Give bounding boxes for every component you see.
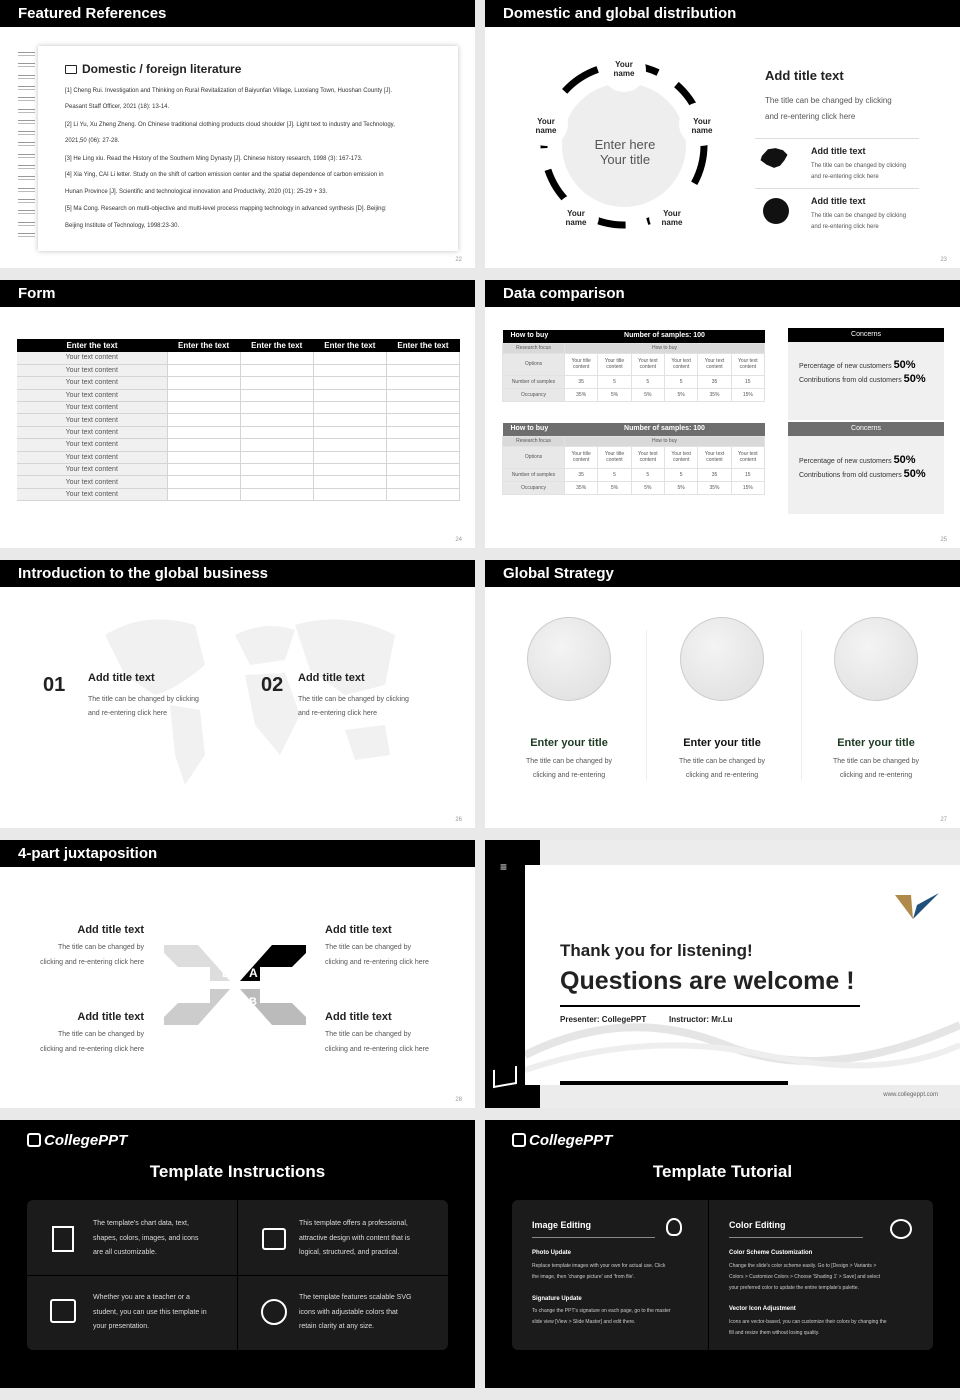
table-cell[interactable] [167,426,240,438]
slide-global-business[interactable] [0,560,475,828]
table-header: Enter the text [17,339,167,352]
reference-line: [4] Xia Ying, CAI Li letter. Study on the shift of carbon emission center and the spatial dependence of carbon emission in [65,172,384,178]
document-icon [52,1226,74,1252]
china-map-icon [759,147,789,169]
page-number: 26 [455,817,462,823]
table-cell[interactable] [240,451,313,463]
table-cell[interactable] [386,364,459,376]
table-cell[interactable] [167,364,240,376]
reference-line: [2] Li Yu, Xu Zheng Zheng. On Chinese traditional clothing products cloud shoulder [J]. Light text to industry and Technology, [65,122,395,128]
slide-heading: Template Instructions [149,1162,326,1181]
spiral-ring [18,97,35,101]
cycle-node: Your name [565,209,587,227]
form-table [17,339,460,501]
references-heading: Domestic / foreign literature [65,62,241,76]
table-cell[interactable] [313,352,386,364]
slide-title: Data comparison [485,280,960,307]
table-cell[interactable]: Your text content [17,451,167,463]
reference-line: Beijing Institute of Technology, 1998:23-30. [65,223,180,229]
table-cell[interactable] [167,389,240,401]
table-row [17,364,460,376]
logo: CollegePPT [27,1132,127,1149]
presenter: Presenter: CollegePPT [560,1015,647,1024]
comparison-table: How to buy Number of samples: 100 Research focus How to buy Options Your title content Your title content Your text content Your text content Your text content Your text content Number of samples 35 5 5 5 35 15 Occupancy 35% 5% 5% 5% 35% 15% [502,423,765,495]
table-cell[interactable]: Your text content [17,364,167,376]
slide-title: Introduction to the global business [0,560,475,587]
table-cell[interactable] [167,464,240,476]
item-title: Add title text [88,672,155,684]
page-number: 23 [940,257,947,263]
page-number: 24 [455,537,462,543]
table-cell[interactable]: Your text content [17,402,167,414]
tip-text: Icons are vector-based, you can customize their colors by changing the fill and resize them without losing quality. [729,1319,887,1336]
reference-line: [1] Cheng Rui. Investigation and Thinking on Rural Revitalization of Baiyunfan Village, Luoxiang Town, Huoshan County [J]. [65,88,392,94]
quadrant-item: Add title text The title can be changed by clicking and re-entering click here [40,924,144,966]
reference-line: Peasant Staff Officer, 2021 (18): 13-14. [65,104,170,110]
table-cell[interactable]: Your text content [17,439,167,451]
item-title: Add title text [811,196,866,206]
spiral-ring [18,199,35,203]
item-desc: The title can be changed by clicking and re-entering click here [811,213,907,230]
tip-text: Replace template images with your own for actual use. Click the image, then 'change picture' and 'from file'. [532,1263,666,1280]
spiral-ring [18,222,35,226]
book-icon [65,65,77,74]
table-cell[interactable] [386,451,459,463]
brand-logo [893,891,941,921]
title-card [525,865,960,1085]
add-title: Add title text [765,68,844,83]
slide-title: 4-part juxtaposition [0,840,475,867]
table-row [17,451,460,463]
table-cell[interactable] [240,426,313,438]
tip-title: Vector Icon Adjustment [729,1306,796,1312]
cycle-node: Your name [691,117,713,135]
table-cell[interactable] [240,389,313,401]
table-row [17,476,460,488]
table-cell[interactable] [240,364,313,376]
teacher-icon [50,1299,76,1323]
strategy-desc: The title can be changed by clicking and re-entering [525,758,612,779]
spiral-ring [18,142,35,146]
concern-line: Percentage of new customers 50% [799,359,916,371]
svg-text:C: C [220,996,228,1008]
table-cell[interactable] [313,488,386,500]
cycle-node: Your name [613,60,635,78]
table-cell[interactable] [167,476,240,488]
slide-title: Global Strategy [485,560,960,587]
instructor: Instructor: Mr.Lu [669,1015,733,1024]
table-cell[interactable] [240,464,313,476]
table-header: Enter the text [240,339,313,352]
cycle-center-text: Enter here Your title [594,137,656,167]
svg-text:D: D [222,968,230,980]
table-cell[interactable] [167,352,240,364]
table-cell[interactable]: Your text content [17,352,167,364]
table-cell[interactable] [240,352,313,364]
strategy-title: Enter your title [837,737,915,749]
reference-line: Hunan Province [J]. Scientific and technological innovation and Productivity, 2020 (01): 25-29 + 33. [65,189,328,195]
tip-title: Color Scheme Customization [729,1250,813,1256]
instruction-text: The template features scalable SVG icons with adjustable colors that retain clarity at any size. [299,1294,412,1330]
page-number: 27 [940,817,947,823]
globe-graphic [680,617,764,701]
table-cell[interactable] [386,414,459,426]
section-title: Color Editing [729,1220,786,1230]
table-cell[interactable] [386,352,459,364]
item-desc: The title can be changed by clicking and re-entering click here [298,696,409,717]
site-url[interactable]: www.collegeppt.com [883,1092,938,1098]
table-cell[interactable]: Your text content [17,389,167,401]
tip-text: Change the slide's color scheme easily. Go to [Design > Variants > Colors > Customize Colors > Choose 'Shading 1' > Save] and select your preferred color to update the entire template's palette. [729,1263,881,1291]
concerns-card [788,328,944,420]
table-cell[interactable]: Your text content [17,414,167,426]
strategy-title: Enter your title [683,737,761,749]
lightbulb-icon [666,1218,682,1236]
globe-icon [763,198,789,224]
table-row [17,426,460,438]
slide-title: Domestic and global distribution [485,0,960,27]
slide-thank-you[interactable] [485,840,960,1108]
concerns-header: Concerns [788,422,944,436]
table-row [17,464,460,476]
table-cell[interactable] [167,414,240,426]
table-cell[interactable] [386,389,459,401]
spiral-ring [18,86,35,90]
table-cell[interactable] [313,426,386,438]
item-title: Add title text [811,146,866,156]
logo-mark-icon [512,1133,526,1147]
tip-title: Signature Update [532,1296,582,1302]
table-cell[interactable]: Your text content [17,464,167,476]
strategy-desc: The title can be changed by clicking and re-entering [832,758,919,779]
svg-text:B: B [249,996,257,1008]
table-cell[interactable] [167,439,240,451]
table-cell[interactable] [313,377,386,389]
instruction-text: This template offers a professional, attractive design with content that is logical, structured, and practical. [299,1220,410,1256]
questions-text: Questions are welcome ! [560,967,855,995]
strategy-desc: The title can be changed by clicking and re-entering [678,758,765,779]
table-cell[interactable] [313,402,386,414]
reference-line: [3] He Ling xiu. Read the History of the Southern Ming Dynasty [J]. Chinese history research, 1998 (3): 167-173. [65,156,363,162]
globe-graphic [834,617,918,701]
menu-icon[interactable]: ≡ [500,860,508,874]
instruction-text: The template's chart data, text, shapes, colors, images, and icons are all customizable. [93,1220,199,1256]
cycle-node: Your name [535,117,557,135]
spiral-ring [18,63,35,67]
reference-card [38,46,458,251]
slide-references[interactable] [0,0,475,268]
table-cell[interactable] [240,476,313,488]
table-row [17,389,460,401]
concerns-card [788,422,944,514]
add-title-desc: The title can be changed by clicking and re-entering click here [765,96,892,121]
table-cell[interactable] [313,364,386,376]
table-row [17,402,460,414]
item-title: Add title text [298,672,365,684]
spiral-ring [18,188,35,192]
logo: CollegePPT [512,1132,612,1149]
table-cell[interactable]: Your text content [17,476,167,488]
concerns-header: Concerns [788,328,944,342]
layers-icon [262,1228,286,1250]
table-cell[interactable] [386,402,459,414]
arrows-diagram [160,943,310,1027]
table-cell[interactable] [313,464,386,476]
page-number: 22 [455,257,462,263]
table-cell[interactable]: Your text content [17,377,167,389]
table-cell[interactable] [313,389,386,401]
instruction-text: Whether you are a teacher or a student, you can use this template in your presentation. [93,1294,207,1330]
spiral-ring [18,131,35,135]
table-header: Enter the text [313,339,386,352]
spiral-ring [18,176,35,180]
table-cell[interactable] [386,464,459,476]
table-cell[interactable] [167,377,240,389]
table-header: Enter the text [167,339,240,352]
table-row [17,352,460,364]
concern-line: Contributions from old customers 50% [799,468,926,480]
quadrant-item: Add title text The title can be changed by clicking and re-entering click here [40,1011,144,1053]
table-cell[interactable]: Your text content [17,488,167,500]
spiral-ring [18,109,35,113]
table-cell[interactable] [240,414,313,426]
item-desc: The title can be changed by clicking and re-entering click here [811,163,907,180]
table-header: Enter the text [386,339,459,352]
table-cell[interactable] [167,451,240,463]
comparison-table: How to buy Number of samples: 100 Research focus How to buy Options Your title content Your title content Your text content Your text content Your text content Your text content Number of samples 35 5 5 5 35 15 Occupancy 35% 5% 5% 5% 35% 15% [502,330,765,402]
slide-tutorial[interactable] [485,1120,960,1388]
table-cell[interactable] [167,488,240,500]
table-cell[interactable] [167,402,240,414]
tip-title: Photo Update [532,1250,571,1256]
concern-line: Percentage of new customers 50% [799,454,916,466]
table-cell[interactable]: Your text content [17,426,167,438]
quadrant-item: Add title text The title can be changed by clicking and re-entering click here [325,924,429,966]
table-cell[interactable] [313,414,386,426]
table-cell[interactable] [240,402,313,414]
slide-instructions[interactable] [0,1120,475,1388]
spiral-ring [18,165,35,169]
table-cell[interactable] [386,426,459,438]
table-row [17,414,460,426]
page-number: 28 [455,1097,462,1103]
table-cell[interactable] [313,476,386,488]
page-number: 25 [940,537,947,543]
cycle-node: Your name [661,209,683,227]
tip-text: To change the PPT's signature on each page, go to the master slide view [View > Slide Master] and edit there. [532,1308,671,1325]
slide-heading: Template Tutorial [652,1162,793,1181]
table-cell[interactable] [240,377,313,389]
table-row [17,377,460,389]
palette-icon [890,1219,912,1239]
spiral-ring [18,75,35,79]
table-cell[interactable] [386,439,459,451]
slide-global-strategy[interactable] [485,560,960,828]
wave-mesh [525,995,960,1085]
table-cell[interactable] [313,451,386,463]
logo-mark-icon [27,1133,41,1147]
section-title: Image Editing [532,1220,592,1230]
concern-line: Contributions from old customers 50% [799,373,926,385]
table-row [17,439,460,451]
reference-line: 2021,50 (06): 27-28. [65,138,120,144]
table-cell[interactable] [313,439,386,451]
slide-title: Featured References [0,0,475,27]
item-number: 02 [261,674,284,696]
spiral-ring [18,210,35,214]
table-cell[interactable] [386,377,459,389]
slide-distribution[interactable] [485,0,960,268]
spiral-ring [18,233,35,237]
reference-line: [5] Ma Cong. Research on multi-objective and multi-level process mapping technology in advanced synthesis [D]. Beijing: [65,206,387,212]
table-row [17,488,460,500]
slide-title: Form [0,280,475,307]
item-desc: The title can be changed by clicking and re-entering click here [88,696,199,717]
table-cell[interactable] [240,439,313,451]
globe-graphic [527,617,611,701]
table-cell[interactable] [386,488,459,500]
thanks-text: Thank you for listening! [560,941,753,960]
basketball-icon [261,1299,287,1325]
slide-4-part[interactable] [0,840,475,1108]
item-number: 01 [43,674,66,696]
table-cell[interactable] [386,476,459,488]
spiral-ring [18,120,35,124]
strategy-title: Enter your title [530,737,608,749]
svg-text:A: A [249,966,258,980]
spiral-ring [18,154,35,158]
spiral-ring [18,52,35,56]
quadrant-item: Add title text The title can be changed by clicking and re-entering click here [325,1011,429,1053]
table-cell[interactable] [240,488,313,500]
